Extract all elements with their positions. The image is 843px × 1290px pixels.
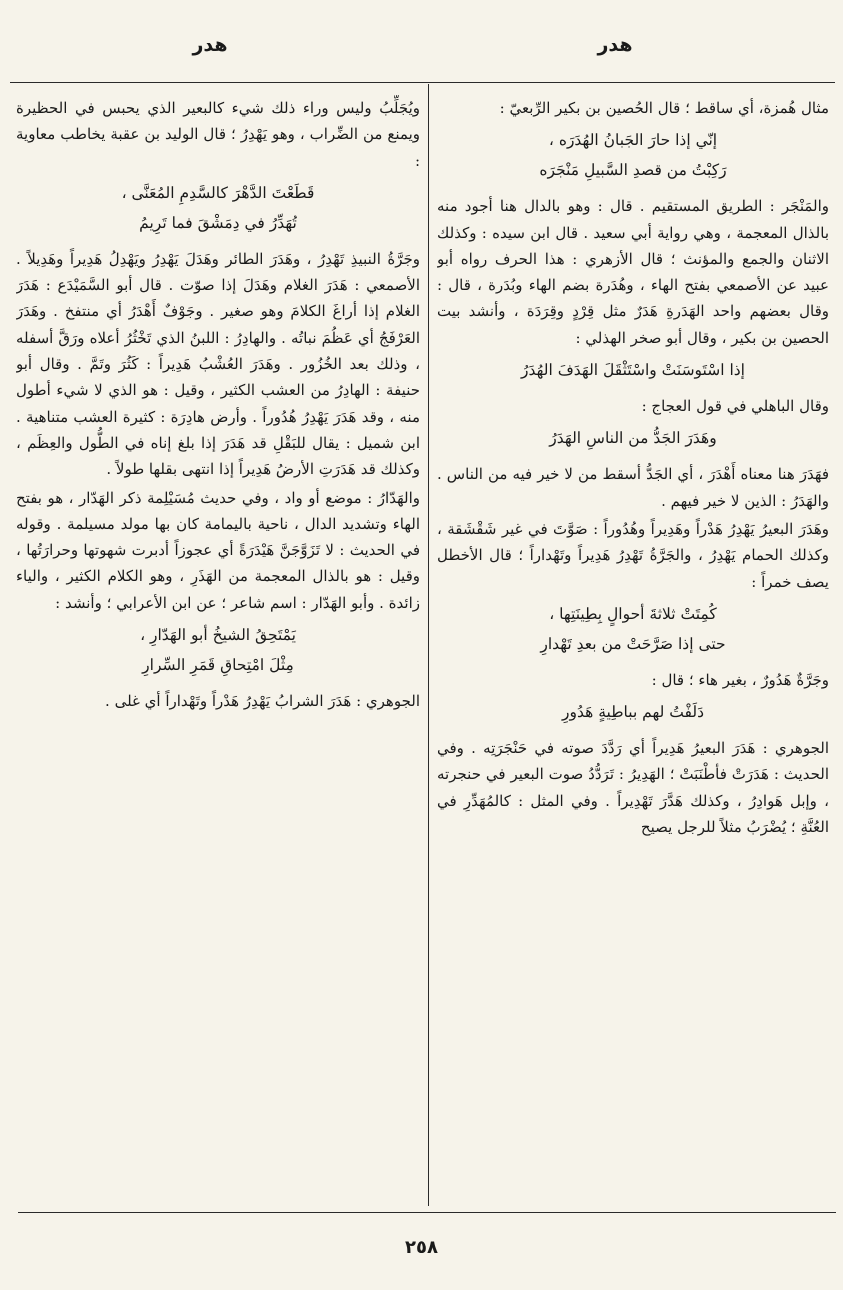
verse-line: حتى إذا صَرَّحَتْ من بعدِ تَهْدارِ xyxy=(540,634,726,653)
column-divider xyxy=(428,84,429,1206)
right-column xyxy=(437,95,829,1205)
verse-block xyxy=(437,599,829,659)
page-number: ٢٥٨ xyxy=(405,1237,438,1258)
verse-line: رَكِبْتُ من قصدِ السَّبيلِ مَنْجَرَه xyxy=(539,161,727,180)
verse-line: يَمْتَحِقُ الشيخُ أبو الهَدّارِ ، xyxy=(140,626,296,645)
paragraph: وقال الباهلي في قول العجاج : xyxy=(641,397,829,416)
paragraph: وهَدَرَ البعيرُ يَهْدِرُ هَدْراً وهَدِيراً وهُدُوراً : صَوَّتَ في غير شَقْشَقة ، وكذلك الحمام يَهْدِرُ ، والجَرَّةُ تَهْدِرُ هَدِيراً وتَهْداراً ؛ قال الأخطل يصف خمراً : xyxy=(437,519,829,591)
verse-line: إذا اسْتَوسَنَتْ واسْتَثْقَلَ الهَدَفَ الهُدَرُ xyxy=(521,361,745,380)
paragraph: وجَرَّةُ النبيذِ تَهْدِرُ ، وهَدَرَ الطائر وهَدَلَ يَهْدِرُ ويَهْدِلُ هَدِيراً وهَدِيلاً . الأصمعي : هَدَرَ الغلام وهَدَلَ إذا صوّت . قال أبو السَّمَيْدَع : هَدَرَ الغلام إذا أراغَ الكلامَ وهو صغير . وجَوْفٌ أَهْدَرُ أي منتفخ . وهَدَرَ العَرْفَجُ أي عَظُمَ نباتُه . والهادِرُ : اللبنُ الذي تَخْثُرُ أعلاه ورَقَّ أسفله ، وذلك بعد الخُزُور . وهَدَرَ العُشْبُ هَدِيراً : كَثُرَ وتَمَّ . وقال أبو حنيفة : الهادِرُ من العشب الكثير ، وقيل : هو الذي لا شيء أطول منه ، وقد هَدَرَ يَهْدِرُ هُدُوراً . وأرض هادِرَة : كثيرة العشب متناهية . ابن شميل : يقال للبَقْلِ قد هَدَرَ إذا بلغ إناه في الطُّول والعِظَم ، وكذلك قد هَدَرَتِ الأرضُ هَدِيراً إذا انتهى بقلها طولاً . xyxy=(16,249,420,479)
paragraph: والمَنْجَر : الطريق المستقيم . قال : وهو بالدال هنا أجود منه بالذال المعجمة ، وهي رواية أبي سعيد . قال ابن سيده : وكذلك الاثنان والجمع والمؤنث ؛ قال الأزهري : هذا الحرف رواه أبو عبيد عن الأصمعي بفتح الهاء ، وهُدَرة بضم الهاء وبُدَرة ، قال : وقال بعضهم واحد الهَدَرةِ هَدَرٌ مثل قِرْدٍ وقِرَدَة ، وأنشد بيت الحصين بن بكير ، وقال أبو صخر الهذلي : xyxy=(437,197,829,347)
paragraph: وجَرَّةٌ هَدُورٌ ، بغير هاء ؛ قال : xyxy=(651,670,829,689)
page-header xyxy=(0,34,843,74)
running-head-right: هدر xyxy=(597,34,633,56)
verse-line: إنّي إذا حارَ الجَبانُ الهُدَرَه ، xyxy=(548,131,718,150)
footer-rule xyxy=(18,1212,836,1213)
paragraph: مثال هُمزة، أي ساقط ؛ قال الحُصين بن بكير الرِّبعيّ : xyxy=(499,99,829,117)
verse-line: وهَدَرَ الجَدُّ من الناسِ الهَدَرُ xyxy=(549,429,717,448)
header-rule xyxy=(10,82,835,83)
verse-block xyxy=(16,178,420,238)
verse-line: دَلَفْتُ لهم بباطِيةٍ هَدُورِ xyxy=(562,703,704,722)
paragraph: فهَدَرَ هنا معناه أَهْدَرَ ، أي الجَدُّ أسقط من لا خير فيه من الناس . والهَدَرُ : الذين لا خير فيهم . xyxy=(437,465,829,510)
left-column xyxy=(16,95,420,1205)
verse-block xyxy=(437,423,829,453)
verse-line: قَطَعْتَ الدَّهْرَ كالسَّدِمِ المُعَنَّى ، xyxy=(121,183,315,202)
paragraph: والهَدّارُ : موضع أو واد ، وفي حديث مُسَيْلِمة ذكر الهَدّار ، هو بفتح الهاء وتشديد الدال ، ناحية باليمامة كان بها مولد مسيلمة . وقوله في الحديث : لا تَزَوَّجَنَّ هَيْدَرَةً أي عجوزاً أدبرت شهوتها وحرارَتُها ، وقيل : هو بالذال المعجمة من الهَذَرِ ، وهو الكلام الكثير ، والياء زائدة . وأبو الهَدّار : اسم شاعر ؛ عن ابن الأعرابي ؛ وأنشد : xyxy=(16,488,420,612)
verse-block xyxy=(437,125,829,185)
paragraph: الجوهري : هَدَرَ البعيرُ هَدِيراً أي رَدَّدَ صوته في حَنْجَرَتِه . وفي الحديث : هَدَرَتْ فأطْنَبَتْ ؛ الهَدِيرُ : تَرَدُّدُ صوت البعير في حنجرته ، وإبل هَوادِرُ ، وكذلك هَدَّرَ تَهْدِيراً . وفي المثل : كالمُهَدِّرِ في العُنَّةِ ؛ يُضْرَبُ مثلاً للرجل يصيح xyxy=(437,739,829,837)
verse-line: كُمِتَتْ ثلاثةَ أحوالٍ بِطِينَتِها ، xyxy=(549,604,717,623)
paragraph: ويُجَلِّبُ وليس وراء ذلك شيء كالبعير الذي يحبس في الحظيرة ويمنع من الضِّراب ، وهو يَهْدِرُ ؛ قال الوليد بن عقبة يخاطب معاوية : xyxy=(16,99,420,170)
verse-line: مِثْلَ امْتِحاقِ قَمَرِ السِّرارِ xyxy=(142,656,294,675)
verse-block xyxy=(437,355,829,385)
verse-line: تُهَدِّرُ في دِمَشْقَ فما تَرِيمُ xyxy=(139,213,297,232)
paragraph: الجوهري : هَدَرَ الشرابُ يَهْدِرُ هَدْراً وتَهْداراً أي غلى . xyxy=(105,692,420,711)
running-head-left: هدر xyxy=(192,34,228,56)
verse-block xyxy=(437,697,829,727)
verse-block xyxy=(16,620,420,680)
